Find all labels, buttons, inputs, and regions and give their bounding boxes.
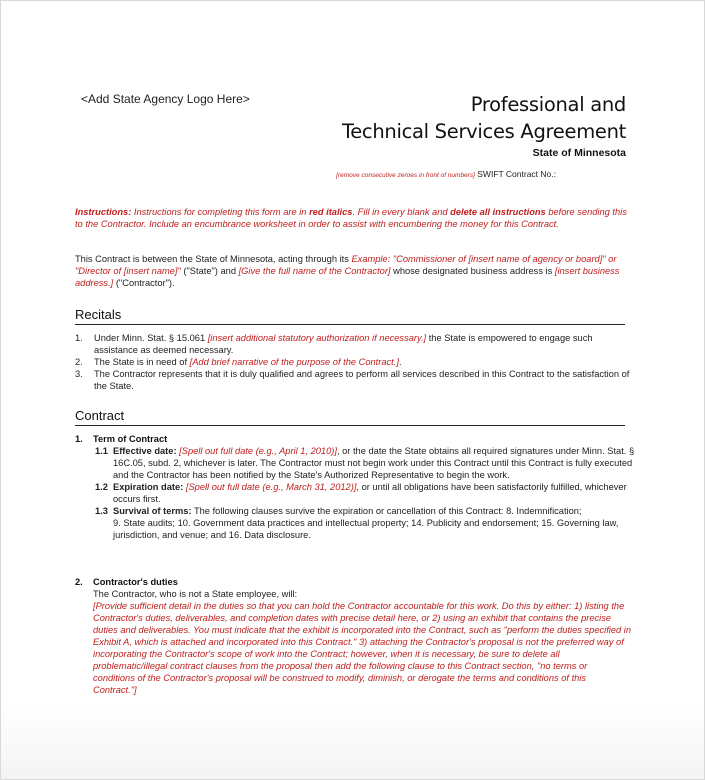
subsection-text: The following clauses survive the expiration or cancellation of this Contract: 8. Indemnification; — [191, 506, 582, 516]
list-number: 3. — [75, 369, 83, 379]
instructions-emphasis: delete all instructions — [450, 207, 546, 217]
instructions-text: Instructions for completing this form are in — [131, 207, 310, 217]
intro-text: This Contract is between the State of Minnesota, acting through its — [75, 254, 352, 264]
section-title-text: Contractor's duties — [93, 577, 178, 587]
list-text: The Contractor represents that it is duly qualified and agrees to perform all services described in this Contract to the satisfaction of the State. — [94, 369, 630, 391]
section-instruction: [Provide sufficient detail in the duties so that you can hold the Contractor accountable for this work. Do this by either: 1) listing the Contractor's duties, deliverables, and completion dates with precise detail here, or 2) using an exhibit that contains the precise duties and deliverables. You must indicate that the exhibit is incorporated into the Contract, such as "perform the duties specified in Exhibit A, which is attached and incorporated into this Contract." 3) attaching the Contractor's proposal is not the preferred way of incorporating the Contractor's scope of work into the Contract; however, when it is necessary, be sure to delete all problematic/illegal contract clauses from the proposal then add the following clause to this Contract section, "no terms or conditions of the Contractor's proposal will be construed to modify, diminish, or derogate the terms and conditions of this Contract."] — [93, 601, 632, 695]
instructions-label: Instructions: — [75, 207, 132, 217]
recitals-list — [75, 332, 631, 392]
subsection-number: 1.2 — [95, 482, 108, 492]
subsection-title: Effective date: — [113, 446, 177, 456]
section-title — [75, 433, 635, 445]
subsection-expiration-date — [75, 481, 635, 505]
section-intro: The Contractor, who is not a State employee, will: — [93, 589, 298, 599]
subsection-instruction: [Spell out full date (e.g., April 1, 2010)] — [179, 446, 337, 456]
list-instruction: [insert additional statutory authorization if necessary.] — [207, 333, 427, 343]
list-item — [75, 332, 631, 356]
list-number: 1. — [75, 333, 83, 343]
subsection-number: 1.1 — [95, 446, 108, 456]
logo-placeholder: <Add State Agency Logo Here> — [81, 92, 250, 106]
section-number: 1. — [75, 434, 83, 444]
list-text: . — [398, 357, 402, 367]
swift-contract-line — [336, 169, 556, 179]
section-contractor-duties — [75, 576, 631, 696]
section-term-of-contract — [75, 433, 635, 541]
recitals-heading: Recitals — [75, 307, 625, 325]
list-item — [75, 368, 631, 392]
intro-instruction: Example: "Commissioner of [insert name of agency or board]" or "Director of [insert name]" — [75, 254, 617, 276]
title-line-2: Technical Services Agreement — [341, 120, 626, 143]
intro-instruction: [insert business address.] — [75, 266, 620, 288]
intro-text: whose designated business address is — [390, 266, 555, 276]
subsection-text: 9. State audits; 10. Government data practices and intellectual property; 14. Publicity and endorsement; 15. Governing law, jurisdiction, and venue; and 16. Data disclosure. — [113, 518, 619, 540]
intro-text: ("Contractor"). — [113, 278, 175, 288]
section-title — [75, 576, 631, 588]
list-instruction: [Add brief narrative of the purpose of the Contract.] — [189, 357, 399, 367]
list-number: 2. — [75, 357, 83, 367]
subsection-text: , or until all obligations have been satisfactorily fulfilled, whichever occurs first. — [113, 482, 627, 504]
swift-label: SWIFT Contract No.: — [474, 169, 556, 179]
document-title — [342, 91, 626, 145]
subsection-survival-of-terms — [75, 505, 635, 541]
instructions-text: before sending this to the Contractor. Include an encumbrance worksheet in order to assist with encumbering the money for this Contract. — [75, 207, 627, 229]
intro-paragraph — [75, 253, 631, 289]
subsection-effective-date — [75, 445, 635, 481]
section-title-text: Term of Contract — [93, 434, 168, 444]
subsection-number: 1.3 — [95, 506, 108, 516]
subsection-title: Survival of terms: — [113, 506, 192, 516]
list-text: the State is empowered to engage such assistance as deemed necessary. — [94, 333, 593, 355]
subsection-title: Expiration date: — [113, 482, 184, 492]
swift-note: [remove consecutive zeroes in front of numbers] — [336, 172, 475, 179]
subsection-instruction: [Spell out full date (e.g., March 31, 2012)] — [185, 482, 357, 492]
list-text: The State is in need of — [94, 357, 190, 367]
intro-text: ("State") and — [180, 266, 239, 276]
list-text: Under Minn. Stat. § 15.061 — [94, 333, 208, 343]
document-subtitle: State of Minnesota — [532, 147, 626, 159]
section-number: 2. — [75, 577, 83, 587]
list-item — [75, 356, 631, 368]
title-line-1: Professional and — [470, 93, 626, 116]
contract-heading: Contract — [75, 408, 625, 426]
instructions-text: . Fill in every blank and — [352, 207, 451, 217]
subsection-text: , or the date the State obtains all required signatures under Minn. Stat. § 16C.05, subd. 2, whichever is later. The Contractor must not begin work under this Contract until this Contract is fully executed and the Contractor has been notified by the State's Authorized Representative to begin the work. — [113, 446, 635, 480]
intro-instruction: [Give the full name of the Contractor] — [238, 266, 391, 276]
instructions-paragraph — [75, 206, 631, 230]
instructions-emphasis: red italics — [309, 207, 353, 217]
